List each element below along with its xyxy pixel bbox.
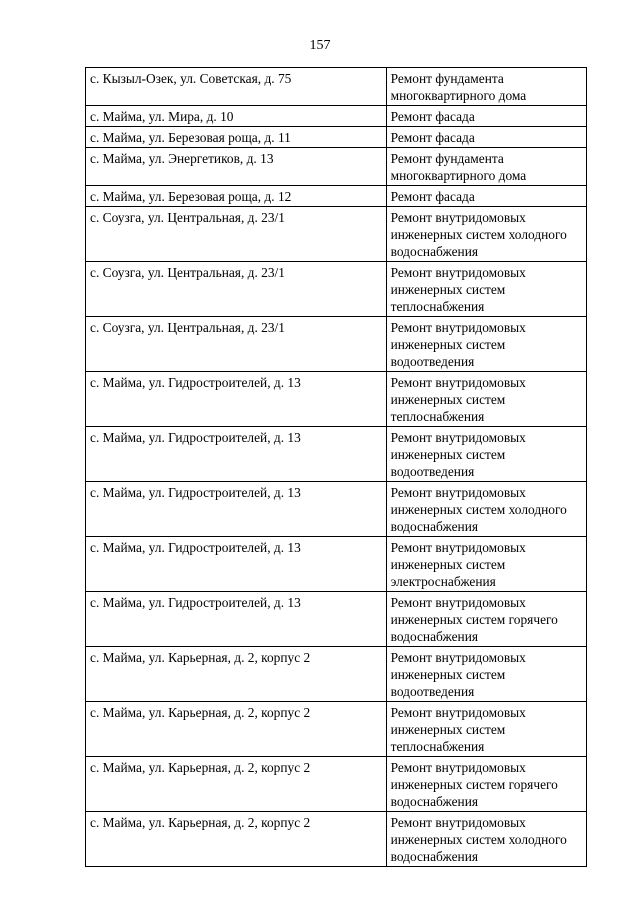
table-row (86, 812, 587, 867)
table-row (86, 68, 587, 106)
work-type-cell: Ремонт внутридомовых инженерных систем теплоснабжения (386, 372, 586, 427)
work-type-cell: Ремонт фундамента многоквартирного дома (386, 148, 586, 186)
address-cell: с. Майма, ул. Энергетиков, д. 13 (86, 148, 387, 186)
page-number: 157 (309, 38, 331, 53)
table-row (86, 148, 587, 186)
work-type-cell: Ремонт внутридомовых инженерных систем горячего водоснабжения (386, 592, 586, 647)
address-cell: с. Майма, ул. Гидростроителей, д. 13 (86, 427, 387, 482)
address-cell: с. Майма, ул. Гидростроителей, д. 13 (86, 482, 387, 537)
repair-works-table (85, 67, 587, 867)
work-type-cell: Ремонт внутридомовых инженерных систем теплоснабжения (386, 262, 586, 317)
address-cell: с. Майма, ул. Карьерная, д. 2, корпус 2 (86, 757, 387, 812)
work-type-cell: Ремонт внутридомовых инженерных систем теплоснабжения (386, 702, 586, 757)
address-cell: с. Майма, ул. Карьерная, д. 2, корпус 2 (86, 647, 387, 702)
work-type-cell: Ремонт фасада (386, 186, 586, 207)
work-type-cell: Ремонт внутридомовых инженерных систем холодного водоснабжения (386, 207, 586, 262)
table-row (86, 482, 587, 537)
work-type-cell: Ремонт фасада (386, 127, 586, 148)
table-row (86, 207, 587, 262)
table-row (86, 702, 587, 757)
address-cell: с. Майма, ул. Гидростроителей, д. 13 (86, 537, 387, 592)
table-row (86, 262, 587, 317)
table-row (86, 647, 587, 702)
work-type-cell: Ремонт фасада (386, 106, 586, 127)
table-row (86, 757, 587, 812)
table-row (86, 186, 587, 207)
table-row (86, 317, 587, 372)
table-row (86, 592, 587, 647)
work-type-cell: Ремонт внутридомовых инженерных систем холодного водоснабжения (386, 812, 586, 867)
table-row (86, 106, 587, 127)
address-cell: с. Майма, ул. Гидростроителей, д. 13 (86, 372, 387, 427)
table-row (86, 127, 587, 148)
address-cell: с. Майма, ул. Карьерная, д. 2, корпус 2 (86, 702, 387, 757)
table-row (86, 372, 587, 427)
work-type-cell: Ремонт внутридомовых инженерных систем горячего водоснабжения (386, 757, 586, 812)
table-body (86, 68, 587, 867)
address-cell: с. Майма, ул. Березовая роща, д. 11 (86, 127, 387, 148)
work-type-cell: Ремонт внутридомовых инженерных систем водоотведения (386, 317, 586, 372)
address-cell: с. Соузга, ул. Центральная, д. 23/1 (86, 207, 387, 262)
address-cell: с. Соузга, ул. Центральная, д. 23/1 (86, 317, 387, 372)
address-cell: с. Соузга, ул. Центральная, д. 23/1 (86, 262, 387, 317)
address-cell: с. Майма, ул. Мира, д. 10 (86, 106, 387, 127)
work-type-cell: Ремонт внутридомовых инженерных систем водоотведения (386, 427, 586, 482)
address-cell: с. Майма, ул. Гидростроителей, д. 13 (86, 592, 387, 647)
table-row (86, 427, 587, 482)
work-type-cell: Ремонт внутридомовых инженерных систем водоотведения (386, 647, 586, 702)
work-type-cell: Ремонт фундамента многоквартирного дома (386, 68, 586, 106)
address-cell: с. Майма, ул. Карьерная, д. 2, корпус 2 (86, 812, 387, 867)
table-row (86, 537, 587, 592)
work-type-cell: Ремонт внутридомовых инженерных систем электроснабжения (386, 537, 586, 592)
address-cell: с. Кызыл-Озек, ул. Советская, д. 75 (86, 68, 387, 106)
work-type-cell: Ремонт внутридомовых инженерных систем холодного водоснабжения (386, 482, 586, 537)
address-cell: с. Майма, ул. Березовая роща, д. 12 (86, 186, 387, 207)
